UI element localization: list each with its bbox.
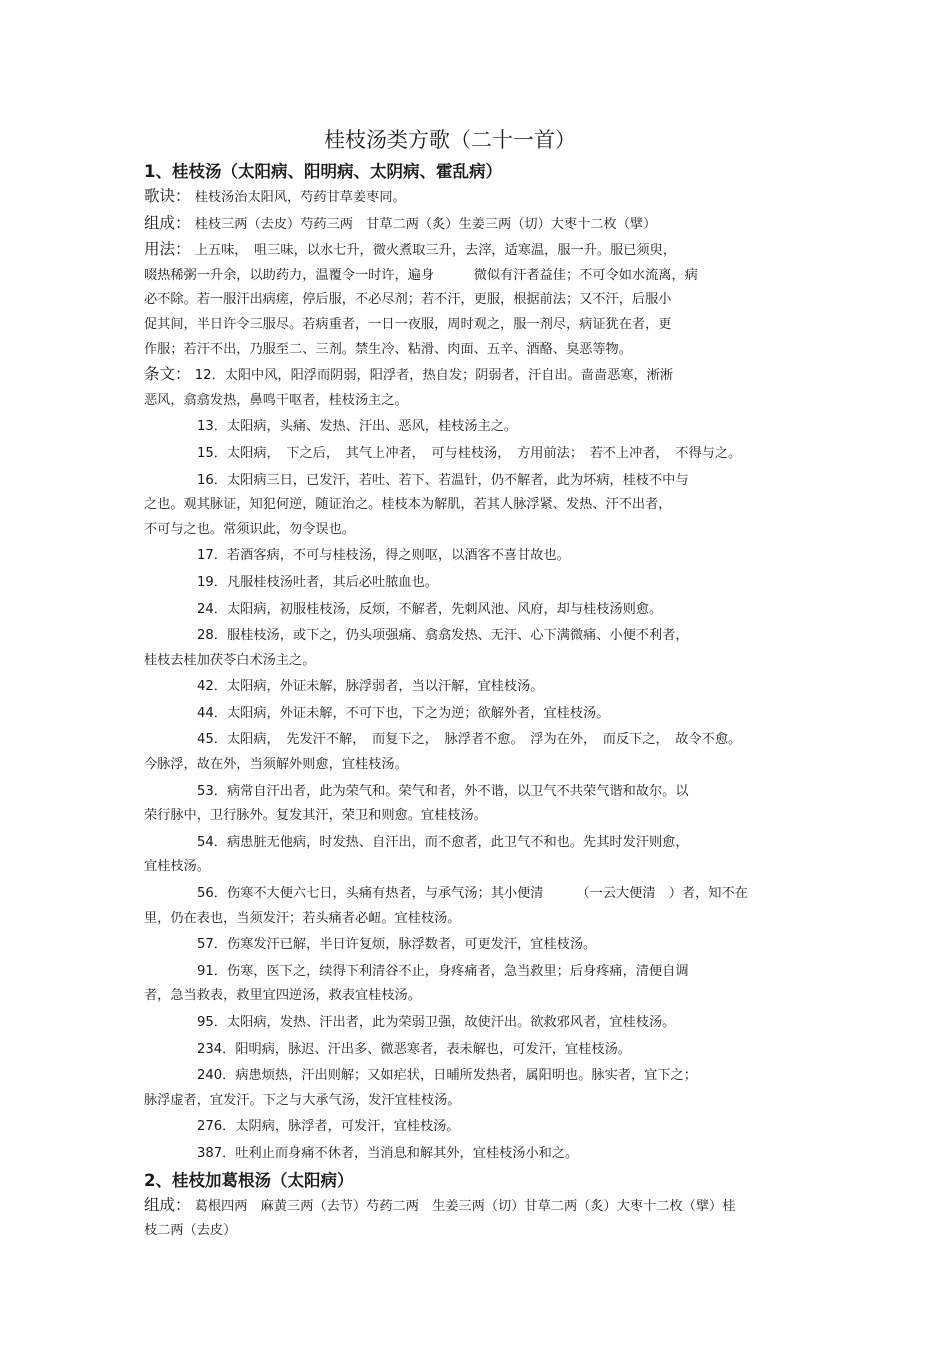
section-guizhi-tang — [144, 160, 809, 1167]
clause-13: 13．太阳病，头痛、发热、汗出、恶风，桂枝汤主之。 — [197, 419, 518, 435]
document-body — [144, 160, 809, 1244]
clause-54-cont: 宜桂枝汤。 — [144, 859, 210, 875]
zucheng-text: 枝二两（去皮） — [144, 1223, 237, 1239]
clause-44: 44．太阳病，外证未解，不可下也，下之为逆；欲解外者，宜桂枝汤。 — [197, 705, 610, 721]
yongfa-label: 用法： — [144, 240, 191, 259]
clause-42: 42．太阳病，外证未解，脉浮弱者，当以汗解，宜桂枝汤。 — [197, 679, 544, 695]
gejue-label: 歌诀： — [144, 187, 191, 205]
clause-16-cont: 之也。观其脉证，知犯何逆，随证治之。桂枝本为解肌，若其人脉浮紧、发热、汗不出者， — [144, 497, 672, 513]
section-guizhi-jia-gegen-tang — [144, 1169, 809, 1244]
yongfa-text: 必不除。若一服汗出病瘥，停后服，不必尽剂；若不汗，更服，根据前法；又不汗，后服小 — [144, 292, 672, 308]
yongfa-text: 上五味， 咀三味，以水七升，微火煮取三升，去滓，适寒温，服一升。服已须臾， — [194, 243, 677, 259]
clause-53-cont: 荣行脉中，卫行脉外。复发其汗，荣卫和则愈。宜桂枝汤。 — [144, 808, 487, 824]
clause-16-cont: 不可与之也。常须识此，勿令误也。 — [144, 521, 355, 537]
clause-text: 12．太阳中风，阳浮而阴弱，阳浮者，热自发；阴弱者，汗自出。啬啬恶寒，淅淅 — [194, 368, 674, 384]
clause-276: 276．太阴病，脉浮者，可发汗，宜桂枝汤。 — [197, 1119, 460, 1135]
clause-91-cont: 者，急当救表，救里宜四逆汤，救表宜桂枝汤。 — [144, 988, 421, 1004]
gejue-line — [144, 184, 809, 211]
clause-17: 17．若酒客病，不可与桂枝汤，得之则呕，以酒客不喜甘故也。 — [197, 548, 570, 564]
clause-240: 240．病患烦热，汗出则解；又如疟状，日晡所发热者，属阳明也。脉实者，宜下之； — [197, 1068, 697, 1084]
clause-text: 恶风，翕翕发热，鼻鸣干呕者，桂枝汤主之。 — [144, 392, 408, 408]
gejue-text: 桂枝汤治太阳风，芍药甘草姜枣同。 — [194, 190, 406, 205]
clause-240-cont: 脉浮虚者，宜发汗。下之与大承气汤，发汗宜桂枝汤。 — [144, 1092, 461, 1108]
page-title: 桂枝汤类方歌（二十一首） — [324, 128, 576, 152]
clause-387: 387．吐利止而身痛不休者，当消息和解其外，宜桂枝汤小和之。 — [197, 1145, 579, 1161]
clause-45: 45．太阳病， 先发汗不解， 而复下之， 脉浮者不愈。 浮为在外， 而反下之， 故令不愈。 — [197, 732, 742, 748]
clause-56-cont: 里，仍在表也，当须发汗；若头痛者必衄。宜桂枝汤。 — [144, 910, 461, 926]
zucheng-label: 组成： — [144, 213, 191, 232]
zucheng-line — [144, 211, 809, 238]
tiaowen-line — [144, 362, 809, 389]
clause-45-cont: 今脉浮，故在外，当须解外则愈，宜桂枝汤。 — [144, 757, 408, 773]
clause-28-cont: 桂枝去桂加茯苓白术汤主之。 — [144, 652, 316, 668]
yongfa-text: 作服；若汗不出，乃服至二、三剂。禁生冷、粘滑、肉面、五辛、酒酪、臭恶等物。 — [144, 341, 632, 357]
clause-15: 15．太阳病， 下之后， 其气上冲者， 可与桂枝汤， 方用前法； 若不上冲者， 不得与之。 — [197, 445, 742, 461]
zucheng-line — [144, 1193, 809, 1220]
yongfa-text: 啜热稀粥一升余，以助药力，温覆令一时许，遍身 微似有汗者益佳；不可令如水流离，病 — [144, 267, 698, 283]
yongfa-line — [144, 237, 809, 264]
clause-16: 16．太阳病三日，已发汗，若吐、若下、若温针，仍不解者，此为坏病，桂枝不中与 — [197, 472, 689, 488]
clause-19: 19．凡服桂枝汤吐者，其后必吐脓血也。 — [197, 574, 438, 590]
clause-list — [144, 415, 809, 1166]
clause-28: 28．服桂枝汤，或下之，仍头项强痛、翕翕发热、无汗、心下满微痛、小便不利者， — [197, 628, 689, 644]
clause-24: 24．太阳病，初服桂枝汤，反烦，不解者，先刺风池、风府，却与桂枝汤则愈。 — [197, 601, 663, 617]
clause-95: 95．太阳病，发热、汗出者，此为荣弱卫强，故使汗出。欲救邪风者，宜桂枝汤。 — [197, 1015, 676, 1030]
clause-91: 91．伤寒，医下之，续得下利清谷不止，身疼痛者，急当救里；后身疼痛，清便自调 — [197, 963, 689, 979]
zucheng-text: 桂枝三两（去皮）芍药三两 甘草二两（炙）生姜三两（切）大枣十二枚（擘） — [194, 216, 657, 232]
clause-56: 56．伤寒不大便六七日，头痛有热者，与承气汤；其小便清 （一云大便清 ）者，知不在 — [197, 886, 748, 902]
section-heading: 2、桂枝加葛根汤（太阳病） — [144, 1170, 354, 1190]
clause-234: 234．阳明病，脉迟、汗出多、微恶寒者，表未解也，可发汗，宜桂枝汤。 — [197, 1041, 631, 1057]
clause-53: 53．病常自汗出者，此为荣气和。荣气和者，外不谐，以卫气不共荣气谐和故尔。以 — [197, 783, 689, 799]
tiaowen-label: 条文： — [144, 365, 191, 384]
yongfa-text: 促其间，半日许令三服尽。若病重者，一日一夜服，周时观之，服一剂尽，病证犹在者，更 — [144, 316, 672, 332]
clause-57: 57．伤寒发汗已解，半日许复烦，脉浮数者，可更发汗，宜桂枝汤。 — [197, 937, 597, 953]
zucheng-text: 葛根四两 麻黄三两（去节）芍药二两 生姜三两（切）甘草二两（炙）大枣十二枚（擘）桂 — [194, 1198, 736, 1214]
zucheng-label: 组成： — [144, 1195, 191, 1214]
clause-54: 54．病患脏无他病，时发热、自汗出，而不愈者，此卫气不和也。先其时发汗则愈， — [197, 834, 689, 850]
section-heading: 1、桂枝汤（太阳病、阳明病、太阴病、霍乱病） — [144, 162, 502, 181]
